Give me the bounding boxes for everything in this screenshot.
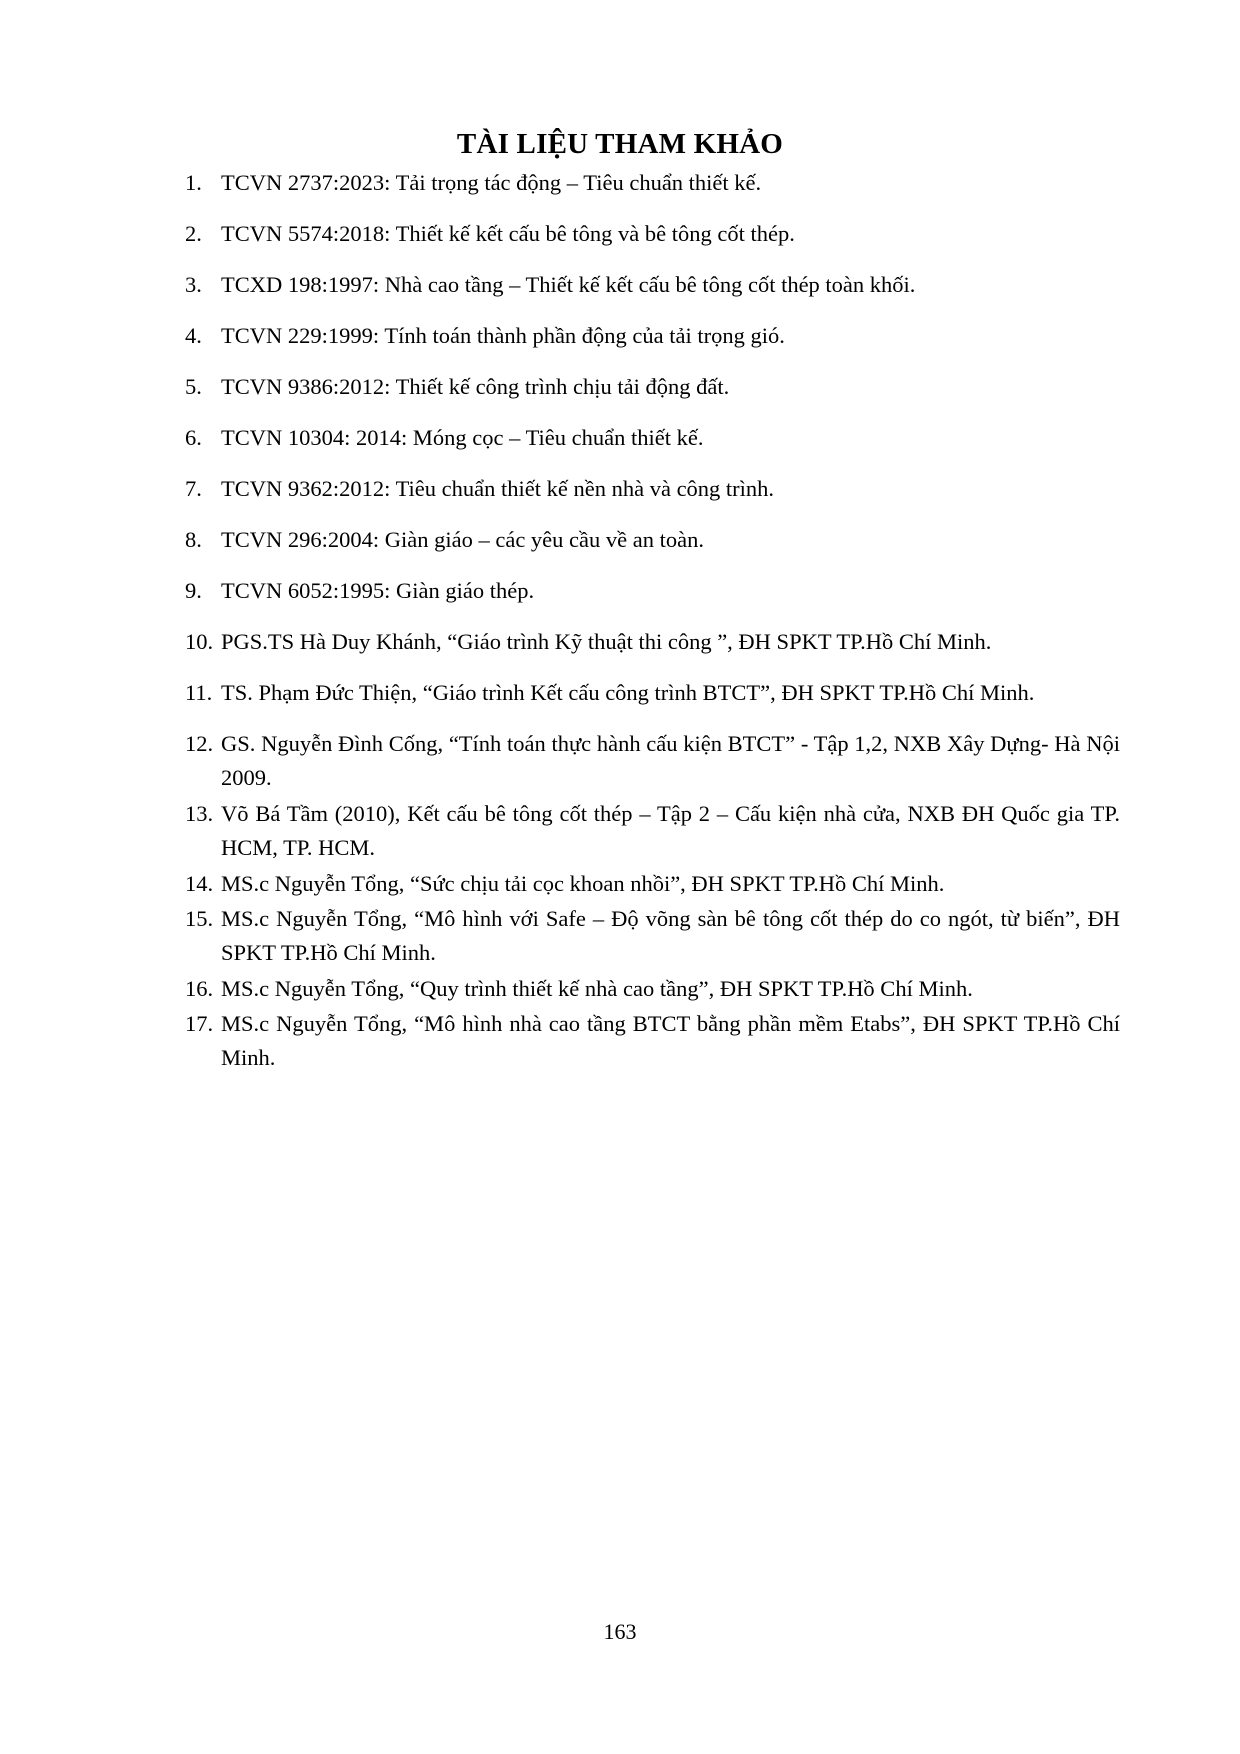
reference-text: TS. Phạm Đức Thiện, “Giáo trình Kết cấu công trình BTCT”, ĐH SPKT TP.Hồ Chí Minh. <box>221 680 1035 705</box>
reference-text: MS.c Nguyễn Tổng, “Quy trình thiết kế nhà cao tầng”, ĐH SPKT TP.Hồ Chí Minh. <box>221 976 973 1001</box>
reference-text: TCXD 198:1997: Nhà cao tầng – Thiết kế kết cấu bê tông cốt thép toàn khối. <box>221 272 916 297</box>
reference-item <box>185 472 1120 523</box>
reference-item <box>185 370 1120 421</box>
reference-number: 12. <box>185 731 214 756</box>
reference-text: TCVN 9386:2012: Thiết kế công trình chịu tải động đất. <box>221 374 730 399</box>
reference-item <box>185 268 1120 319</box>
reference-item <box>185 676 1120 727</box>
reference-item <box>185 797 1120 867</box>
reference-item <box>185 972 1120 1007</box>
reference-number: 14. <box>185 871 214 896</box>
reference-number: 8. <box>185 527 202 552</box>
reference-item <box>185 574 1120 625</box>
reference-text: GS. Nguyễn Đình Cống, “Tính toán thực hành cấu kiện BTCT” - Tập 1,2, NXB Xây Dựng- Hà Nội 2009. <box>221 731 1120 790</box>
reference-item <box>185 421 1120 472</box>
reference-number: 9. <box>185 578 202 603</box>
reference-item <box>185 902 1120 972</box>
reference-number: 1. <box>185 170 202 195</box>
reference-text: Võ Bá Tầm (2010), Kết cấu bê tông cốt thép – Tập 2 – Cấu kiện nhà cửa, NXB ĐH Quốc gia TP. HCM, TP. HCM. <box>221 801 1120 860</box>
reference-text: PGS.TS Hà Duy Khánh, “Giáo trình Kỹ thuật thi công ”, ĐH SPKT TP.Hồ Chí Minh. <box>221 629 992 654</box>
reference-item <box>185 319 1120 370</box>
reference-number: 3. <box>185 272 202 297</box>
reference-text: TCVN 5574:2018: Thiết kế kết cấu bê tông và bê tông cốt thép. <box>221 221 795 246</box>
reference-number: 11. <box>185 680 213 705</box>
reference-text: TCVN 10304: 2014: Móng cọc – Tiêu chuẩn thiết kế. <box>221 425 704 450</box>
reference-item <box>185 727 1120 797</box>
reference-text: TCVN 296:2004: Giàn giáo – các yêu cầu về an toàn. <box>221 527 704 552</box>
reference-text: TCVN 229:1999: Tính toán thành phần động của tải trọng gió. <box>221 323 785 348</box>
reference-item <box>185 217 1120 268</box>
reference-list <box>185 166 1120 1077</box>
reference-number: 4. <box>185 323 202 348</box>
reference-number: 15. <box>185 906 214 931</box>
reference-text: MS.c Nguyễn Tổng, “Mô hình với Safe – Độ võng sàn bê tông cốt thép do co ngót, từ biến”, ĐH SPKT TP.Hồ Chí Minh. <box>221 906 1120 965</box>
reference-text: MS.c Nguyễn Tổng, “Mô hình nhà cao tầng BTCT bằng phần mềm Etabs”, ĐH SPKT TP.Hồ Chí Minh. <box>221 1011 1120 1070</box>
reference-text: MS.c Nguyễn Tổng, “Sức chịu tải cọc khoan nhồi”, ĐH SPKT TP.Hồ Chí Minh. <box>221 871 945 896</box>
reference-item <box>185 523 1120 574</box>
reference-number: 5. <box>185 374 202 399</box>
reference-item <box>185 867 1120 902</box>
page-number: 163 <box>603 1619 637 1644</box>
reference-number: 7. <box>185 476 202 501</box>
reference-number: 10. <box>185 629 214 654</box>
reference-item <box>185 1007 1120 1077</box>
reference-text: TCVN 6052:1995: Giàn giáo thép. <box>221 578 535 603</box>
reference-number: 13. <box>185 801 214 826</box>
reference-number: 6. <box>185 425 202 450</box>
reference-text: TCVN 9362:2012: Tiêu chuẩn thiết kế nền nhà và công trình. <box>221 476 775 501</box>
reference-text: TCVN 2737:2023: Tải trọng tác động – Tiêu chuẩn thiết kế. <box>221 170 762 195</box>
reference-number: 16. <box>185 976 214 1001</box>
page-title: TÀI LIỆU THAM KHẢO <box>456 128 784 160</box>
reference-number: 17. <box>185 1011 214 1036</box>
reference-item <box>185 166 1120 217</box>
reference-item <box>185 625 1120 676</box>
reference-number: 2. <box>185 221 202 246</box>
